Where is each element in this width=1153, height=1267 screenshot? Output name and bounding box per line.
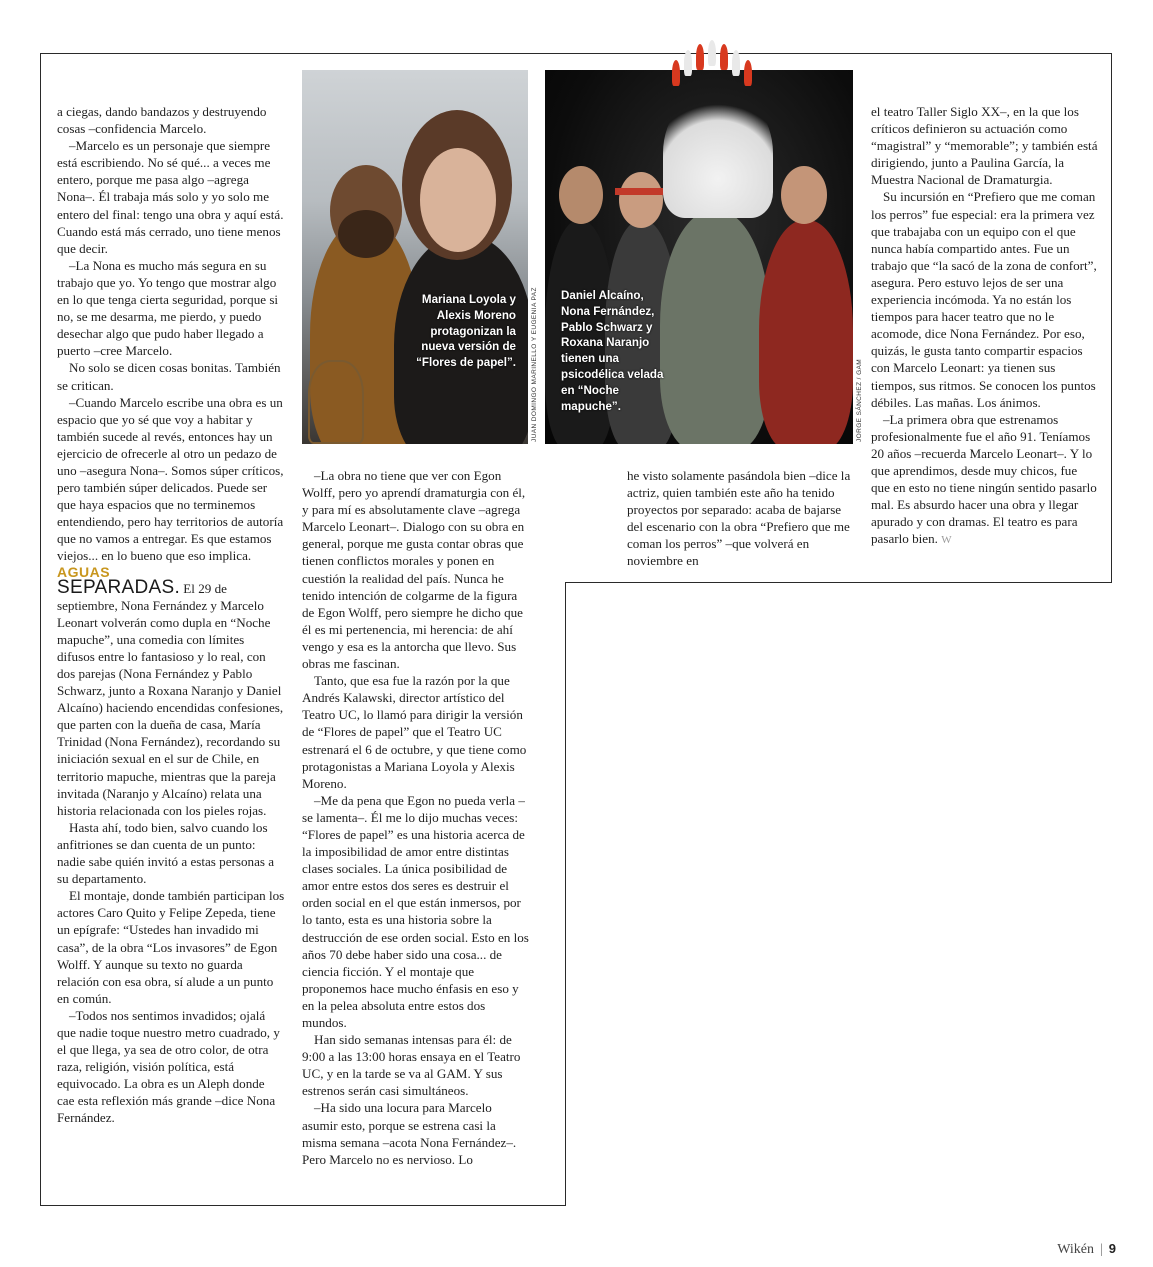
paragraph: Su incursión en “Prefiero que me coman los perros” fue especial: era la primera vez que trabajaba con un equipo con el que nunca había compartido antes. Fue un trabajo que “la sacó de la zona de confort”, asegura. Pero estuvo lejos de ser una experiencia incómoda. Ya no están los tiempos para hacer teatro que no le acomode, dice Nona Fernández. Por eso, quizás, le gusta tanto compartir espacios con Marcelo Leonart: ya tienen sus tiempos, sus ritmos. Se conocen los puntos débiles. Las mañas. Los ánimos. xyxy=(871,189,1097,410)
figure-shape xyxy=(781,166,827,224)
paragraph: –La obra no tiene que ver con Egon Wolff, pero yo aprendí dramaturgia con él, y para mí es absolutamente clave –agrega Marcelo Leonart–. Dialogo con su obra en general, porque me gusta contar obras que tienen conflictos morales y ponen en cuestión la realidad del país. Nunca he tenido intención de colgarme de la figura de Egon Wolff, pero siempre he dicho que él es mi pertenencia, mi herencia: de ahí vengo y esa es la antorcha que llevo. Sus obras me fascinan. xyxy=(302,468,526,672)
text-column-1 xyxy=(57,103,285,1127)
section-lead-text: El 29 de septiembre, Nona Fernández y Marcelo Leonart volverán como dupla en “Noche mapuche”, una comedia con límites difusos entre lo fantasioso y lo real, con dos parejas (Nona Fernández y Pablo Schwarz, junto a Roxana Naranjo y Daniel Alcaíno) haciendo encendidas confesiones, que parten con la dueña de casa, María Trinidad (Nona Fernández), recordando su iniciación sexual en el sur de Chile, en territorio mapuche, mientras que la pareja invitada (Naranjo y Alcaíno) relata una historia relacionada con los pieles rojas. xyxy=(57,580,284,818)
feather-shape xyxy=(732,50,740,76)
article-frame-step xyxy=(566,582,1112,583)
page-number: 9 xyxy=(1108,1241,1116,1256)
paragraph xyxy=(871,411,1099,550)
paragraph: El montaje, donde también participan los actores Caro Quito y Felipe Zepeda, tiene un epígrafe: “Ustedes han invadido mi casa”, de la obra “Los invasores” de Egon Wolff. Y aunque su texto no guarda relación con esa obra, sí alude a un punto en común. xyxy=(57,888,285,1006)
paragraph: Hasta ahí, todo bien, salvo cuando los anfitriones se dan cuenta de un punto: nadie sabe quién invitó a estas personas a su departamento. xyxy=(57,819,275,887)
paragraph: –Cuando Marcelo escribe una obra es un espacio que yo sé que voy a habitar y también sucede al revés, entonces hay un ejercicio de ofrecerle al otro un pedazo de uno –asegura Nona–. Somos súper críticos, pero también súper delicados. Puede ser que haya espacios que no terminemos entendiendo, pero hay territorios de autoría que no vamos a entregar. Es que estamos viejos... en lo bueno que eso implica. xyxy=(57,394,284,564)
paragraph: –Ha sido una locura para Marcelo asumir esto, porque se estrena casi la misma semana –acota Nona Fernández–. Pero Marcelo no es nervioso. Lo xyxy=(302,1100,517,1167)
paragraph: –Me da pena que Egon no pueda verla –se lamenta–. Él me lo dijo muchas veces: “Flores de papel” es una historia acerca de la imposibilidad de amor entre distintas clases sociales. La única posibilidad de amor entre estos dos seres es destruir el orden social en el que están inmersos, por lo tanto, esta es una historia sobre la destrucción de ese orden social. Esto en los años 70 debe haber sido una cosa... de ciencia ficción. Y el montaje que proponemos hace mucho énfasis en eso y en la pelea absoluta entre estos dos mundos. xyxy=(302,792,529,1030)
paragraph: Han sido semanas intensas para él: de 9:00 a las 13:00 horas ensaya en el Teatro UC, y en la tarde se va al GAM. Y sus estrenos serán casi simultáneos. xyxy=(302,1032,521,1099)
photo-credit: JUAN DOMINGO MARINELLO Y EUGENIA PAZ xyxy=(531,287,538,442)
paragraph: he visto solamente pasándola bien –dice la actriz, quien también este año ha tenido proyectos por separado: acaba de bajarse del escenario con la obra “Prefiero que me coman los perros” –que volverá en noviembre en xyxy=(627,468,851,569)
feather-shape xyxy=(684,50,692,76)
headdress-shape xyxy=(663,88,773,218)
paragraph: –La Nona es mucho más segura en su trabajo que yo. Yo tengo que mostrar algo en lo que tenga cierta seguridad, porque si no, se me desarma, me pierdo, y puedo desechar algo que pudo haber llegado a puerto –cree Marcelo. xyxy=(57,257,279,359)
magazine-name: Wikén xyxy=(1057,1242,1094,1257)
paragraph-text: –La primera obra que estrenamos profesionalmente fue el año 91. Teníamos 20 años –recuerda Marcelo Leonart–. Y lo que aprendimos, desde muy chicos, fue que en esto no tiene ningún sentido pasarlo mal. Es absurdo hacer una obra y llegar apurado y con dramas. El teatro es para pasarlo bien. xyxy=(871,411,1097,547)
text-column-4 xyxy=(871,103,1099,549)
text-column-2 xyxy=(302,467,530,1168)
paragraph: No solo se dicen cosas bonitas. También se critican. xyxy=(57,360,281,393)
text-column-3 xyxy=(627,467,853,570)
paragraph: –Todos nos sentimos invadidos; ojalá que nadie toque nuestro metro cuadrado, y el que llega, ya sea de otro color, de otra raza, religión, visión política, está equivocado. La obra es un Aleph donde cae esta reflexión más grande –dice Nona Fernández. xyxy=(57,1007,280,1126)
footer-separator: | xyxy=(1099,1242,1103,1257)
feather-shape xyxy=(720,44,728,70)
photo-flores-de-papel xyxy=(302,70,528,444)
photo-noche-mapuche xyxy=(545,70,853,444)
paragraph: el teatro Taller Siglo XX–, en la que los críticos definieron su actuación como “magistral” y “memorable”; y también está dirigiendo, junto a Paulina García, la Muestra Nacional de Dramaturgia. xyxy=(871,104,1098,188)
section-lead xyxy=(57,565,285,819)
birdcage-shape xyxy=(308,360,364,444)
feather-shape xyxy=(744,60,752,86)
feather-shape xyxy=(708,40,716,66)
feather-shape xyxy=(696,44,704,70)
figure-shape xyxy=(660,210,770,444)
photo-caption: Mariana Loyola y Alexis Moreno protagonizan la nueva versión de “Flores de papel”. xyxy=(416,293,516,370)
photo-caption: Daniel Alcaíno, Nona Fernández, Pablo Schwarz y Roxana Naranjo tienen una psicodélica velada en “Noche mapuche”. xyxy=(561,289,664,413)
end-mark: W xyxy=(941,534,952,547)
paragraph: a ciegas, dando bandazos y destruyendo cosas –confidencia Marcelo. xyxy=(57,104,267,137)
paragraph: –Marcelo es un personaje que siempre está escribiendo. No sé qué... a veces me entero, porque me pasa algo –agrega Nona–. Él trabaja más solo y yo solo me entero del final: tengo una obra y aquí está. Cuando está más cerrado, uno tiene menos que decir. xyxy=(57,138,284,256)
section-headword: SEPARADAS. xyxy=(57,576,181,598)
photo-credit: JORGE SÁNCHEZ / GAM xyxy=(856,358,863,442)
figure-shape xyxy=(759,220,853,444)
figure-shape xyxy=(338,210,394,258)
figure-shape xyxy=(619,172,663,228)
page-footer xyxy=(1057,1241,1116,1258)
figure-shape xyxy=(420,148,496,252)
figure-shape xyxy=(559,166,603,224)
section-kicker: AGUAS xyxy=(57,563,111,580)
feather-shape xyxy=(672,60,680,86)
paragraph: Tanto, que esa fue la razón por la que Andrés Kalawski, director artístico del Teatro UC, lo llamó para dirigir la versión de “Flores de papel” que el Teatro UC estrenará el 6 de octubre, y que tiene como protagonistas a Mariana Loyola y Alexis Moreno. xyxy=(302,673,527,791)
